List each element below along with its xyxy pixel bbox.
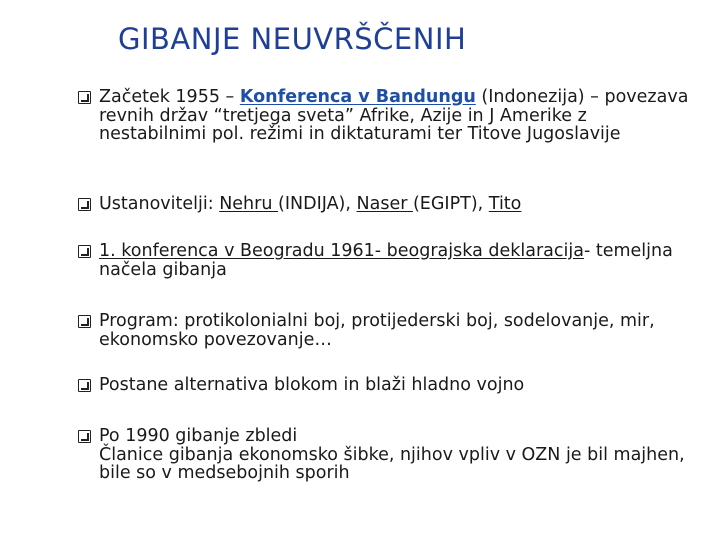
founder-nehru: Nehru bbox=[219, 194, 279, 214]
founders-label: Ustanovitelji: bbox=[99, 194, 220, 214]
checkbox-bullet-icon bbox=[78, 315, 91, 328]
checkbox-bullet-icon bbox=[78, 430, 91, 443]
belgrade-conference-text: 1. konferenca v Beogradu 1961- beograjska deklaracija bbox=[99, 241, 584, 261]
checkbox-bullet-icon bbox=[78, 379, 91, 392]
bullet-text bbox=[99, 88, 698, 144]
page-title: GIBANJE NEUVRŠČENIH bbox=[118, 22, 467, 56]
founder-tito: Tito bbox=[488, 194, 522, 214]
checkbox-bullet-icon bbox=[78, 198, 91, 211]
bullet-text-prefix: Začetek 1955 – bbox=[99, 87, 240, 107]
checkbox-bullet-icon bbox=[78, 245, 91, 258]
bullet-text bbox=[99, 242, 698, 279]
bullet-text-line2: Članice gibanja ekonomsko šibke, njihov vpliv v OZN je bil majhen, bile so v medsebojnih sporih bbox=[99, 444, 685, 483]
bullet-item-program bbox=[78, 312, 698, 349]
bullet-text-suffix: (Indonezija) – povezava revnih držav “tretjega sveta” Afrike, Azije in J Amerike z nestabilnimi pol. režimi in diktaturami ter Titove Jugoslavije bbox=[99, 87, 689, 144]
belgrade-conference-rest: - temeljna načela gibanja bbox=[99, 241, 673, 280]
bandung-conference-highlight: Konferenca v Bandungu bbox=[239, 87, 476, 107]
bullet-text: Postane alternativa blokom in blaži hladno vojno bbox=[99, 375, 525, 395]
bullet-item-belgrade-conference bbox=[78, 242, 698, 279]
bullet-item-after-1990 bbox=[78, 427, 698, 483]
bullet-item-founders bbox=[78, 195, 698, 214]
country-egypt: (EGIPT), bbox=[412, 194, 489, 214]
bullet-text bbox=[99, 427, 698, 483]
bullet-text: Program: protikolonialni boj, protijederski boj, sodelovanje, mir, ekonomsko povezovanje… bbox=[99, 311, 655, 350]
country-india: (INDIJA), bbox=[278, 194, 357, 214]
bullet-item-alternative bbox=[78, 376, 698, 395]
bullet-text bbox=[99, 195, 698, 214]
bullet-text-line1: Po 1990 gibanje zbledi bbox=[99, 426, 298, 446]
bullet-item-beginning bbox=[78, 88, 698, 144]
founder-naser: Naser bbox=[356, 194, 413, 214]
checkbox-bullet-icon bbox=[78, 91, 91, 104]
